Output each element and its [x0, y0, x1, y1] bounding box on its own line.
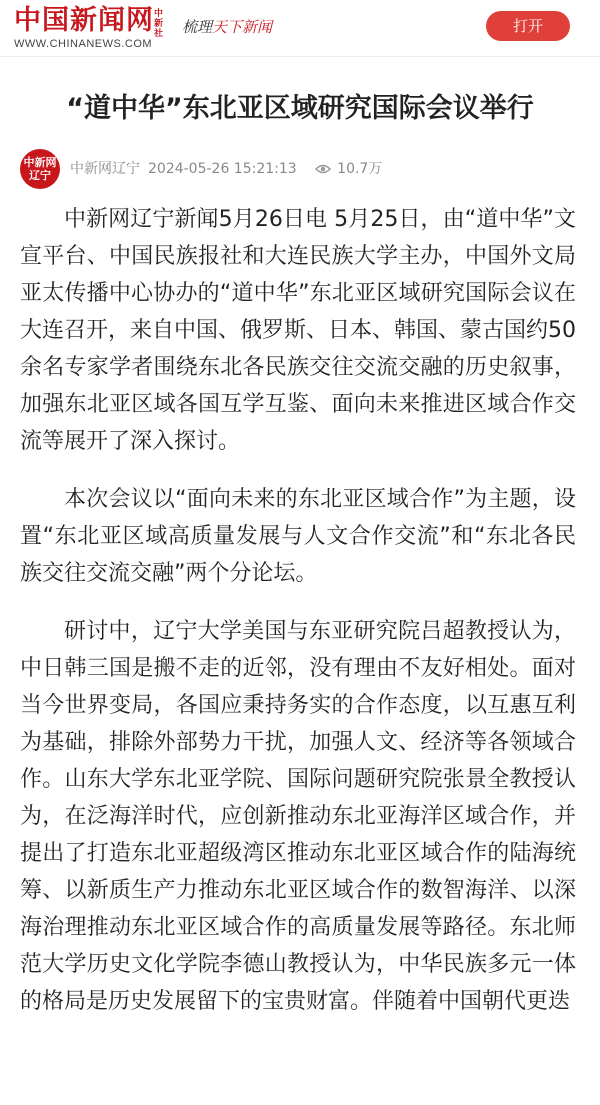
article-datetime: 2024-05-26 15:21:13 — [148, 161, 297, 177]
site-slogan — [182, 16, 272, 37]
article-meta — [0, 147, 600, 187]
paragraph: 本次会议以“面向未来的东北亚区域合作”为主题，设置“东北亚区域高质量发展与人文合作交流”和“东北各民族交往交流交融”两个分论坛。 — [20, 487, 576, 586]
eye-icon — [315, 164, 331, 174]
site-logo[interactable]: 中国新闻网 — [14, 5, 154, 36]
top-bar — [0, 0, 600, 57]
slogan-part-2: 天下新闻 — [212, 18, 273, 36]
article-source[interactable]: 中新网辽宁 — [70, 161, 140, 177]
source-avatar[interactable]: 中新网 辽宁 — [20, 149, 60, 189]
open-app-button[interactable]: 打开 — [486, 11, 570, 41]
paragraph: 研讨中，辽宁大学美国与东亚研究院吕超教授认为，中日韩三国是搬不走的近邻，没有理由不友好相处。面对当今世界变局，各国应秉持务实的合作态度，以互惠互利为基础，排除外部势力干扰，加强人文、经济等各领域合作。山东大学东北亚学院、国际问题研究院张景全教授认为，在泛海洋时代，应创新推动东北亚海洋区域合作，并提出了打造东北亚超级湾区推动东北亚区域合作的陆海统筹、以新质生产力推动东北亚区域合作的数智海洋、以深海治理推动东北亚区域合作的高质量发展等路径。东北师范大学历史文化学院李德山教授认为，中华民族多元一体的格局是历史发展留下的宝贵财富。伴随着中国朝代更迭 — [20, 619, 576, 1014]
meta-line — [70, 158, 390, 178]
site-url: WWW.CHINANEWS.COM — [14, 38, 153, 50]
view-count: 10.7万 — [337, 161, 383, 177]
paragraph: 中新网辽宁新闻5月26日电 5月25日，由“道中华”文宣平台、中国民族报社和大连民族大学主办，中国外文局亚太传播中心协办的“道中华”东北亚区域研究国际会议在大连召开，来自中国、俄罗斯、日本、韩国、蒙古国约50余名专家学者围绕东北各民族交往交流交融的历史叙事，加强东北亚区域各国互学互鉴、面向未来推进区域合作交流等展开了深入探讨。 — [20, 207, 576, 454]
logo-sub-mark: 中新社 — [154, 9, 164, 39]
article-title: “道中华”东北亚区域研究国际会议举行 — [66, 93, 534, 124]
slogan-part-1: 梳理 — [182, 18, 213, 36]
article-body — [0, 201, 600, 1020]
